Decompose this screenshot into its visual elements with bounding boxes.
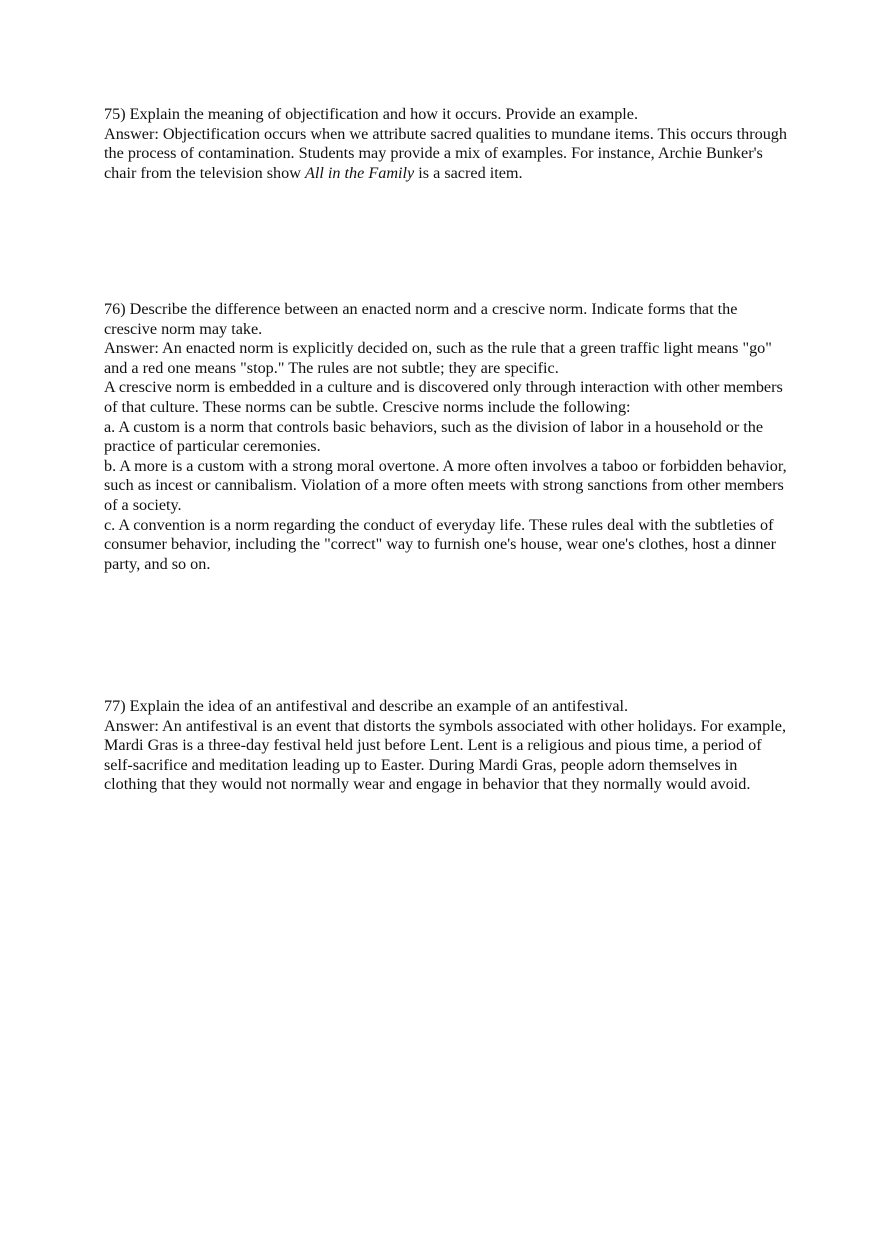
question-75-answer-text-b: is a sacred item. [414,163,523,182]
question-76-answer-crescive: A crescive norm is embedded in a culture and is discovered only through interaction with other members of that culture. These norms can be subtle. Crescive norms include the following: [104,378,783,416]
question-77-prompt: 77) Explain the idea of an antifestival and describe an example of an antifestival. [104,697,629,715]
question-76-item-more: b. A more is a custom with a strong moral overtone. A more often involves a taboo or forbidden behavior, such as incest or cannibalism. Violation of a more often meets with strong sanctions from other members of a society. [104,456,787,514]
question-75 [104,105,794,183]
question-76-answer-enacted: Answer: An enacted norm is explicitly decided on, such as the rule that a green traffic light means "go" and a red one means "stop." The rules are not subtle; they are specific. [104,339,772,377]
question-76-item-custom: a. A custom is a norm that controls basic behaviors, such as the division of labor in a household or the practice of particular ceremonies. [104,417,764,456]
question-75-answer-text-a: Answer: Objectification occurs when we attribute sacred qualities to mundane items. This occurs through the process of contamination. Students may provide a mix of examples. For instance, Archie Bunker's chair from the television show [104,124,787,182]
question-77 [104,697,794,795]
question-75-show-title: All in the Family [304,163,415,182]
question-76-prompt: 76) Describe the difference between an enacted norm and a crescive norm. Indicate forms that the crescive norm may take. [104,300,738,338]
question-75-prompt: 75) Explain the meaning of objectification and how it occurs. Provide an example. [104,105,639,123]
question-76-item-convention: c. A convention is a norm regarding the conduct of everyday life. These rules deal with the subtleties of consumer behavior, including the "correct" way to furnish one's house, wear one's clothes, host a dinner party, and so on. [104,515,777,573]
question-77-answer: Answer: An antifestival is an event that distorts the symbols associated with other holidays. For example, Mardi Gras is a three-day festival held just before Lent. Lent is a religious and pious time, a period of self-sacrifice and meditation leading up to Easter. During Mardi Gras, people adorn themselves in clothing that they would not normally wear and engage in behavior that they normally would avoid. [104,716,787,794]
question-76 [104,300,794,574]
question-75-answer [104,125,794,184]
